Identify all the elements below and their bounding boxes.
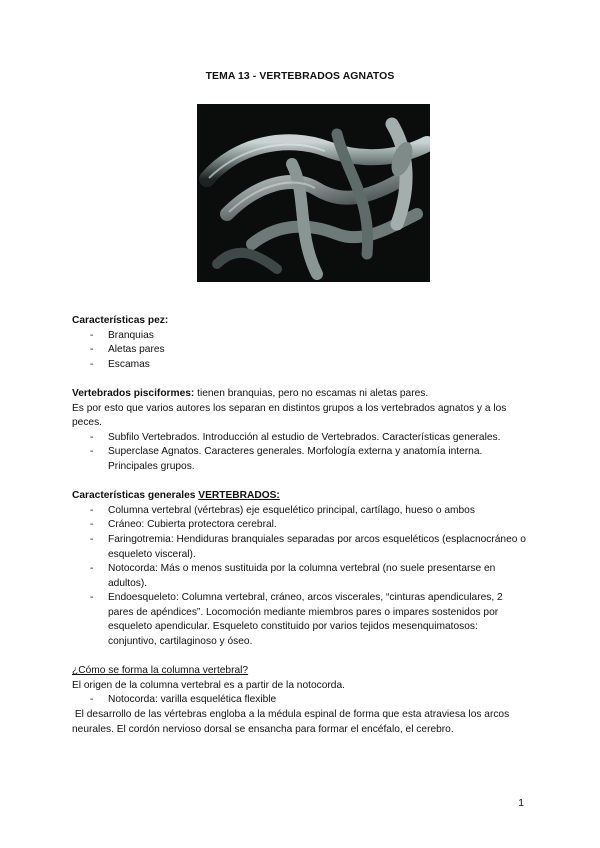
list-item: - Branquias <box>72 329 528 344</box>
heading-columna-vertebral: ¿Cómo se forma la columna vertebral? <box>72 665 249 677</box>
section-heading-vertebrados <box>72 489 528 504</box>
list-caracteristicas-pez <box>72 329 528 373</box>
page-number: 1 <box>518 798 524 809</box>
list-notocorda <box>72 693 528 708</box>
list-caracteristicas-vertebrados <box>72 504 528 650</box>
document-title: TEMA 13 - VERTEBRADOS AGNATOS <box>205 71 395 82</box>
list-item: - Aletas pares <box>72 343 528 358</box>
document-body <box>72 314 528 737</box>
paragraph-vertebrados-pisciformes <box>72 387 528 402</box>
heading-caracteristicas-generales: Características generales <box>72 490 199 502</box>
list-item: - Notocorda: varilla esquelética flexible <box>72 693 528 708</box>
pisciformes-description: tienen branquias, pero no escamas ni aletas pares. <box>194 387 429 399</box>
hagfish-image <box>197 104 430 282</box>
paragraph-desarrollo-vertebras: El desarrollo de las vértebras engloba a la médula espinal de forma que esta atraviesa los arcos neurales. El cordón nervioso dorsal se ensancha para formar el encéfalo, el cerebro. <box>72 709 513 735</box>
paragraph-origen-columna: El origen de la columna vertebral es a partir de la notocorda. <box>72 679 345 691</box>
heading-vertebrados-pisciformes: Vertebrados pisciformes: <box>72 387 195 399</box>
list-item: - Faringotremia: Hendiduras branquiales separadas por arcos esqueléticos (esplacnocráneo o esqueleto visceral). <box>72 533 528 562</box>
list-item: - Superclase Agnatos. Caracteres generales. Morfología externa y anatomía interna. Principales grupos. <box>72 445 528 474</box>
heading-caracteristicas-pez: Características pez: <box>72 315 169 326</box>
hagfish-photo <box>197 104 430 282</box>
list-temas <box>72 431 528 475</box>
list-item: - Endoesqueleto: Columna vertebral, cráneo, arcos viscerales, “cinturas apendiculares, 2 pares de apéndices”. Locomoción mediante miembros pares o impares sostenidos por esqueleto apendicular. Esqueleto constituido por varios tejidos mesenquimatosos: conjuntivo, cartilaginoso y óseo. <box>72 591 528 649</box>
list-item: - Cráneo: Cubierta protectora cerebral. <box>72 518 528 533</box>
list-item: - Subfilo Vertebrados. Introducción al estudio de Vertebrados. Características generales. <box>72 431 528 446</box>
list-item: - Columna vertebral (vértebras) eje esquelético principal, cartílago, hueso o ambos <box>72 504 528 519</box>
list-item: - Escamas <box>72 358 528 373</box>
section-heading-pez <box>72 314 528 329</box>
heading-vertebrados-underlined: VERTEBRADOS: <box>198 490 280 502</box>
paragraph-autores: Es por esto que varios autores los separan en distintos grupos a los vertebrados agnatos y a los peces. <box>72 402 507 429</box>
list-item: - Notocorda: Más o menos sustituida por la columna vertebral (no suele presentarse en adultos). <box>72 562 528 591</box>
section-heading-columna <box>72 664 528 679</box>
